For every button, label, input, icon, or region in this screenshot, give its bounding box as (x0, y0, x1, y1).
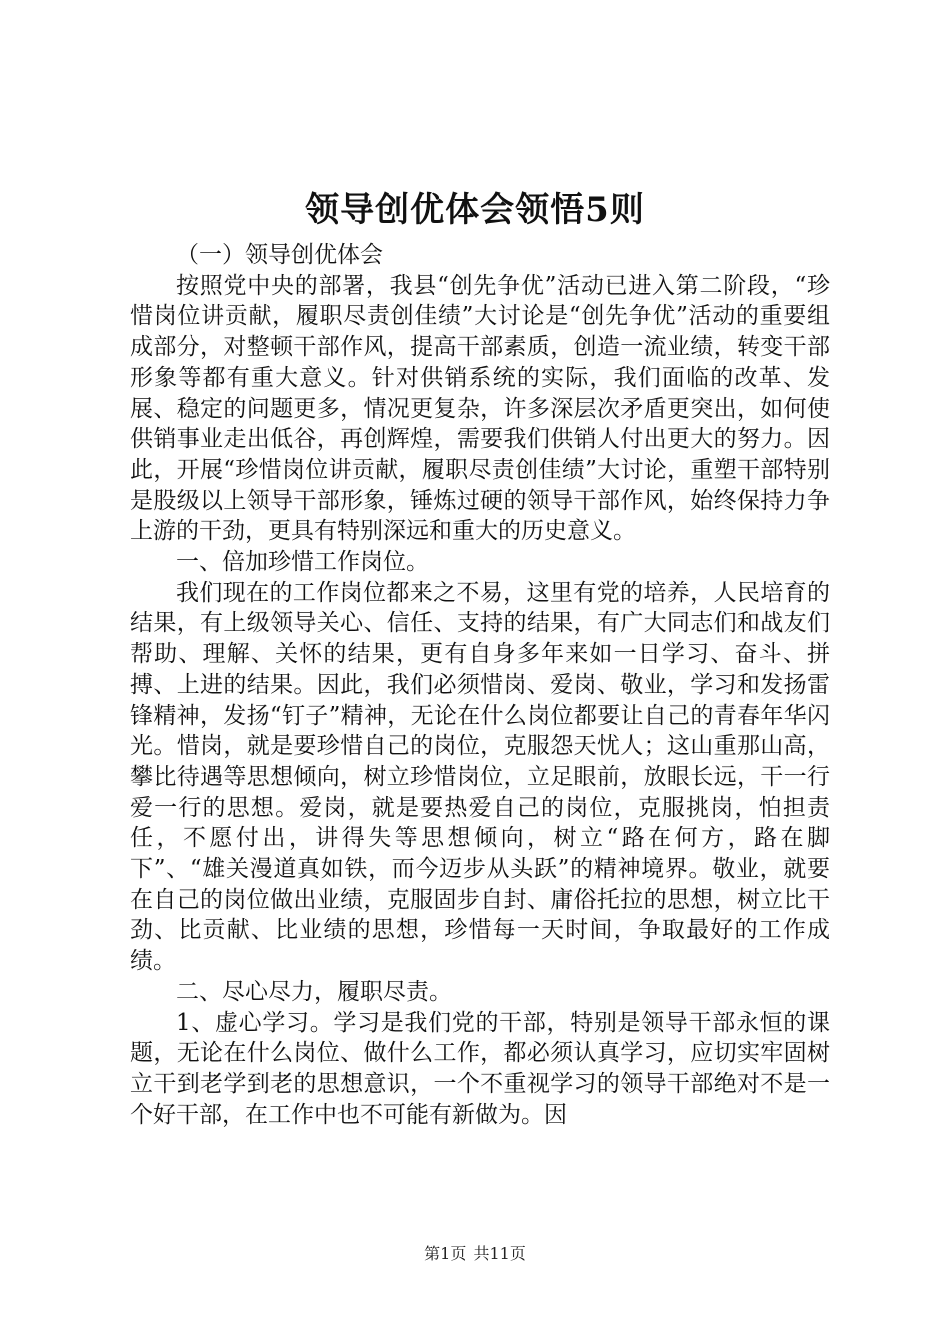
paragraph: 按照党中央的部署，我县“创先争优”活动已进入第二阶段，“珍惜岗位讲贡献，履职尽责创佳绩”大讨论是“创先争优”活动的重要组成部分，对整顿干部作风，提高干部素质，创造一流业绩，转变干部形象等都有重大意义。针对供销系统的实际，我们面临的改革、发展、稳定的问题更多，情况更复杂，许多深层次矛盾更突出，如何使供销事业走出低谷，再创辉煌，需要我们供销人付出更大的努力。因此，开展“珍惜岗位讲贡献，履职尽责创佳绩”大讨论，重塑干部特别是股级以上领导干部形象，锤炼过硬的领导干部作风，始终保持力争上游的干劲，更具有特别深远和重大的历史意义。 (130, 272, 830, 545)
section-heading: 二、尽心尽力，履职尽责。 (176, 978, 452, 1005)
section-heading: 一、倍加珍惜工作岗位。 (176, 549, 429, 576)
page-number: 第1页 (424, 1244, 467, 1263)
page-footer (0, 1242, 950, 1266)
paragraph: 我们现在的工作岗位都来之不易，这里有党的培养，人民培育的结果，有上级领导关心、信任、支持的结果，有广大同志们和战友们帮助、理解、关怀的结果，更有自身多年来如一日学习、奋斗、拼搏、上进的结果。因此，我们必须惜岗、爱岗、敬业，学习和发扬雷锋精神，发扬“钉子”精神，无论在什么岗位都要让自己的青春年华闪光。惜岗，就是要珍惜自己的岗位，克服怨天忧人；这山重那山高，攀比待遇等思想倾向，树立珍惜岗位，立足眼前，放眼长远，干一行爱一行的思想。爱岗，就是要热爱自己的岗位，克服挑岗，怕担责任，不愿付出，讲得失等思想倾向，树立“路在何方，路在脚下”、“雄关漫道真如铁，而今迈步从头跃”的精神境界。敬业，就要在自己的岗位做出业绩，克服固步自封、庸俗托拉的思想，树立比干劲、比贡献、比业绩的思想，珍惜每一天时间，争取最好的工作成绩。 (130, 579, 830, 975)
section-heading: （一）领导创优体会 (176, 242, 383, 268)
paragraph: 1、虚心学习。学习是我们党的干部，特别是领导干部永恒的课题，无论在什么岗位、做什么工作，都必须认真学习，应切实牢固树立干到老学到老的思想意识，一个不重视学习的领导干部绝对不是一个好干部，在工作中也不可能有新做为。因 (130, 1009, 830, 1128)
document-body (130, 240, 830, 1130)
document-title: 领导创优体会领悟5则 (305, 190, 645, 230)
page-total: 共11页 (473, 1244, 526, 1263)
